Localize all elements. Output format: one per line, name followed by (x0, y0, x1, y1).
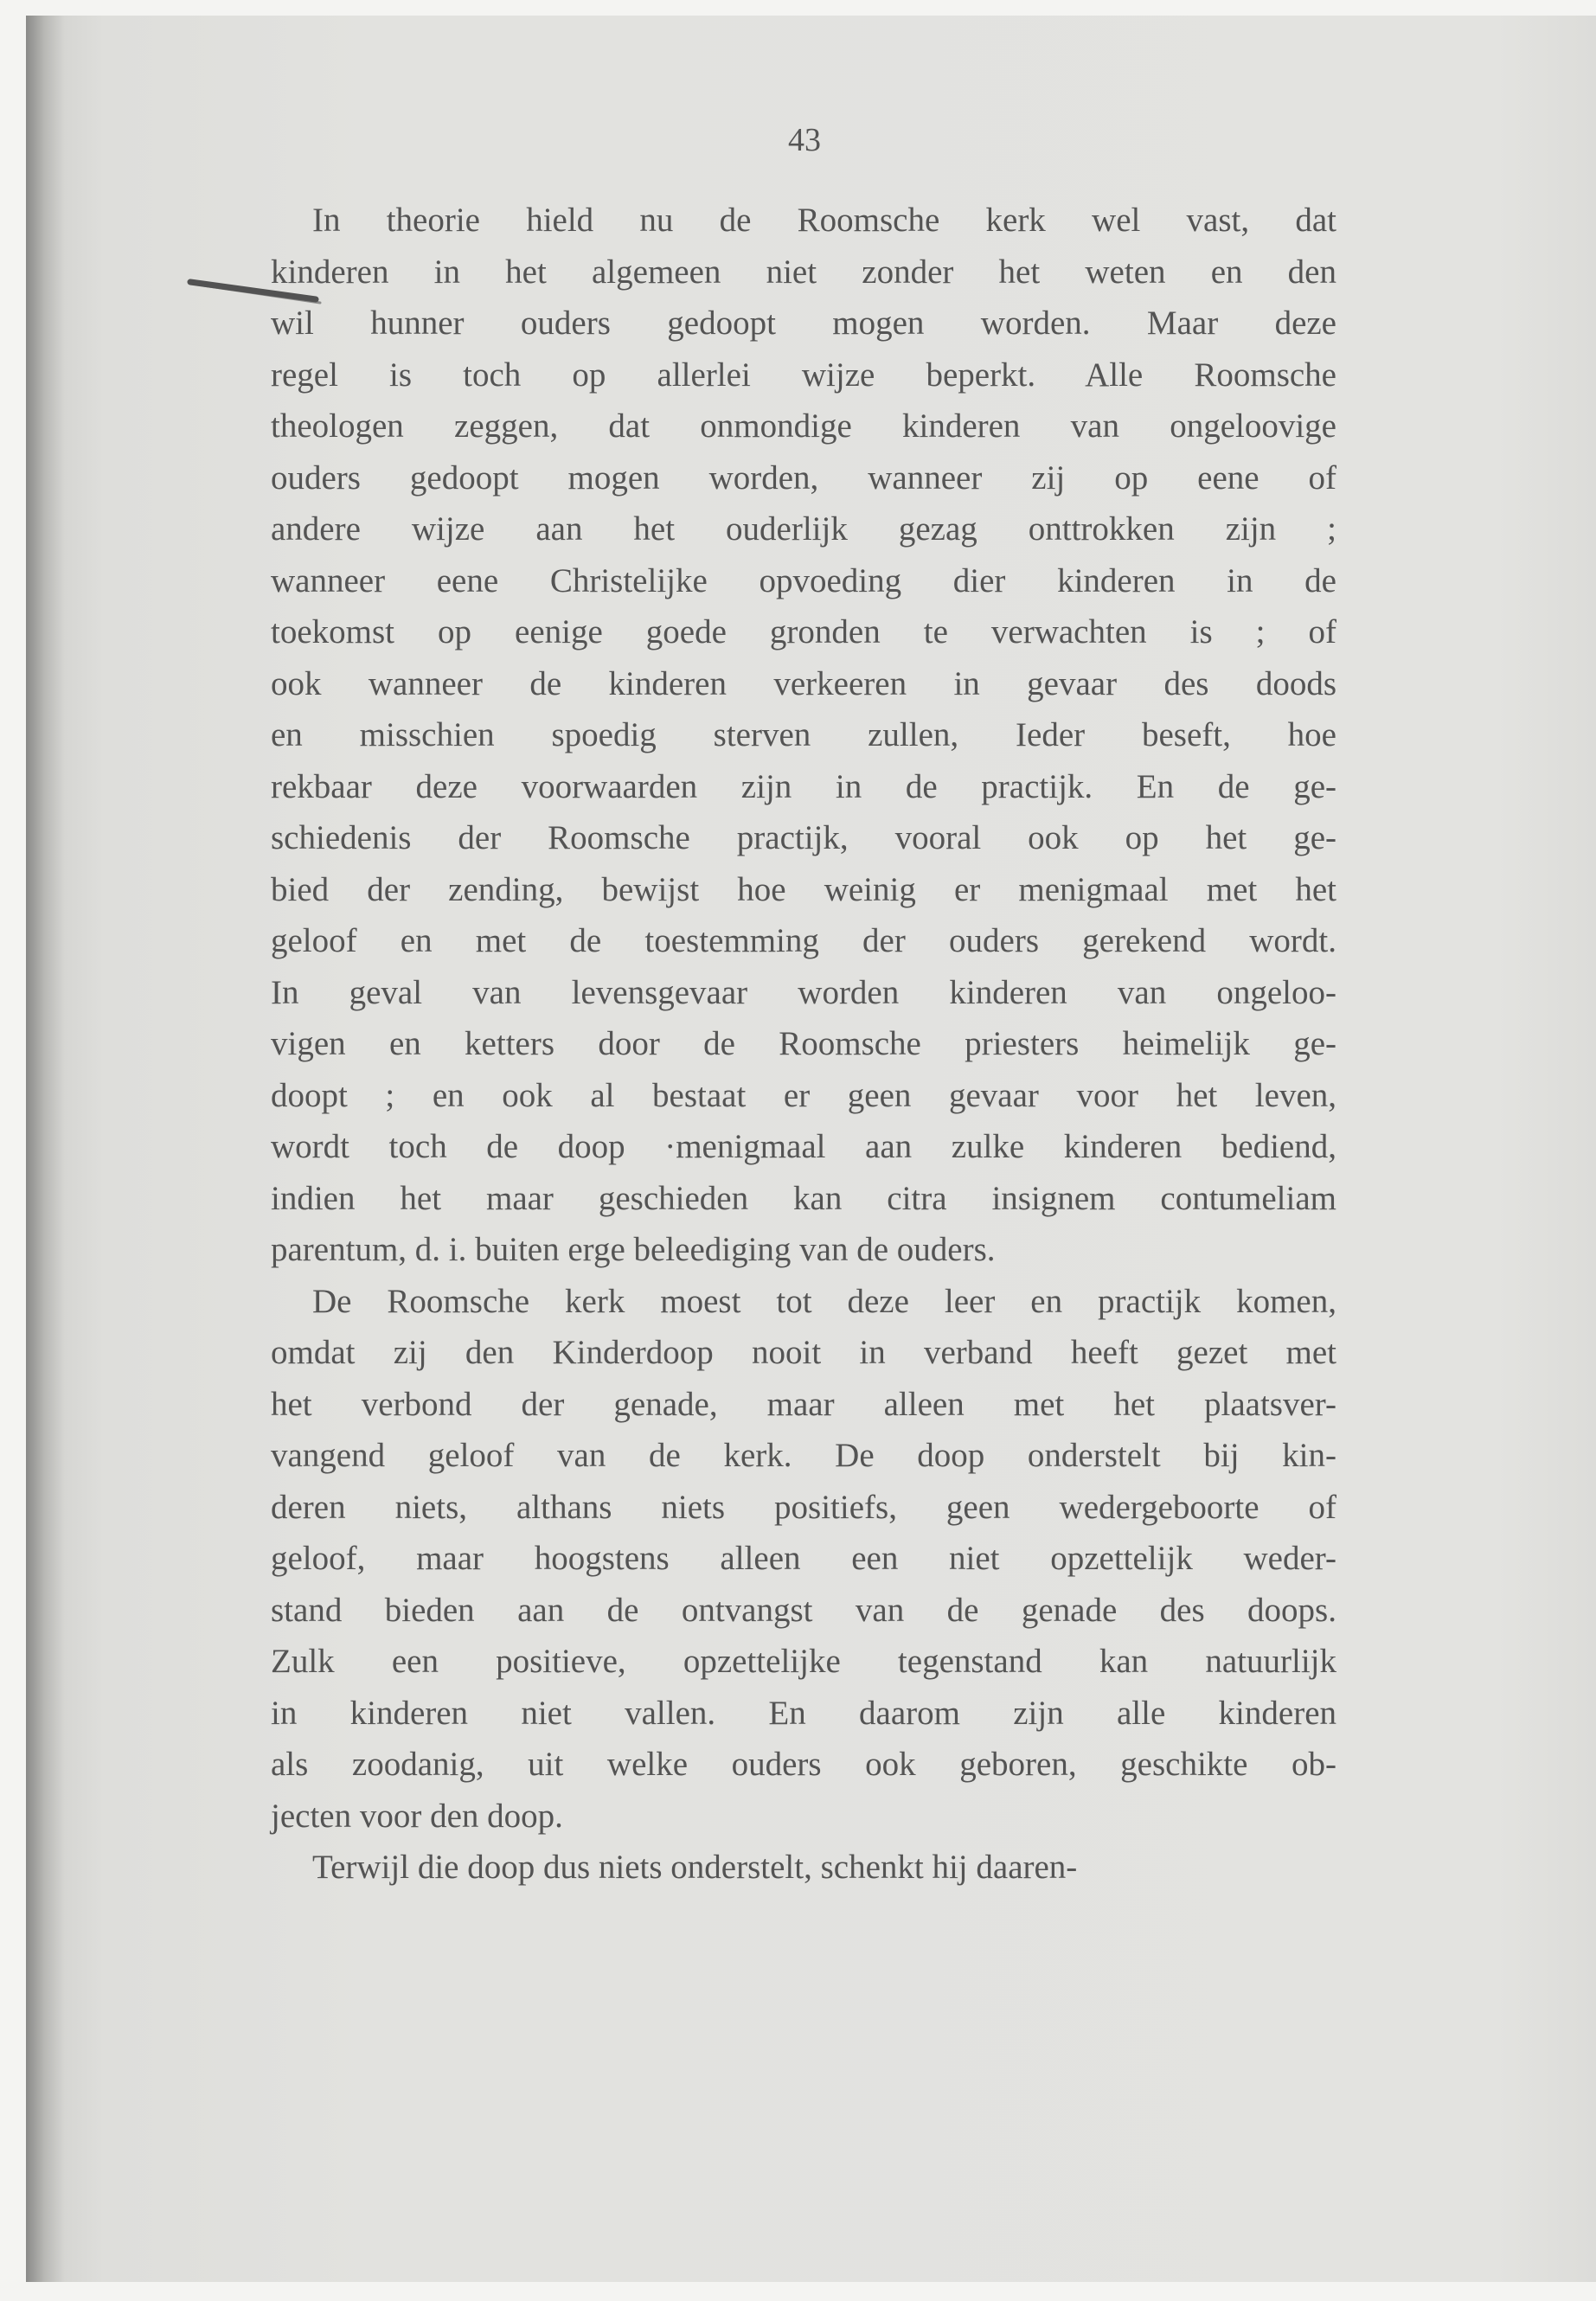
text-line: In geval van levensgevaar worden kinderen van ongeloo- (271, 973, 1336, 1011)
body-text (271, 199, 1336, 1898)
text-line: andere wijze aan het ouderlijk gezag onttrokken zijn ; (271, 510, 1336, 548)
page-number: 43 (788, 122, 821, 158)
text-line: geloof en met de toestemming der ouders gerekend wordt. (271, 922, 1336, 959)
text-line: De Roomsche kerk moest tot deze leer en practijk komen, (312, 1282, 1336, 1320)
text-line: vangend geloof van de kerk. De doop onderstelt bij kin- (271, 1437, 1336, 1474)
text-line: wanneer eene Christelijke opvoeding dier kinderen in de (271, 561, 1336, 599)
text-line: ouders gedoopt mogen worden, wanneer zij op eene of (271, 458, 1336, 497)
text-line: ook wanneer de kinderen verkeeren in gevaar des doods (271, 664, 1336, 702)
text-line: rekbaar deze voorwaarden zijn in de practijk. En de ge- (271, 767, 1336, 805)
text-line: Zulk een positieve, opzettelijke tegenstand kan natuurlijk (271, 1643, 1336, 1680)
text-line: stand bieden aan de ontvangst van de genade des doops. (271, 1591, 1336, 1629)
text-line: schiedenis der Roomsche practijk, vooral ook op het ge- (271, 819, 1336, 856)
text-line: in kinderen niet vallen. En daarom zijn alle kinderen (271, 1694, 1336, 1732)
text-line: en misschien spoedig sterven zullen, Ieder beseft, hoe (271, 716, 1336, 753)
text-line: wil hunner ouders gedoopt mogen worden. Maar deze (271, 304, 1336, 342)
text-line: In theorie hield nu de Roomsche kerk wel vast, dat (312, 202, 1336, 239)
text-line: omdat zij den Kinderdoop nooit in verband heeft gezet met (271, 1334, 1336, 1371)
text-line: het verbond der genade, maar alleen met het plaatsver- (271, 1385, 1336, 1423)
scanned-book-page (26, 16, 1596, 2282)
text-line: Terwijl die doop dus niets onderstelt, schenkt hij daaren- (312, 1849, 1078, 1886)
text-line: jecten voor den doop. (271, 1797, 563, 1835)
text-line: doopt ; en ook al bestaat er geen gevaar voor het leven, (271, 1076, 1336, 1114)
text-line: theologen zeggen, dat onmondige kinderen van ongeloovige (271, 407, 1336, 445)
text-line: toekomst op eenige goede gronden te verwachten is ; of (271, 613, 1336, 651)
text-line: geloof, maar hoogstens alleen een niet opzettelijk weder- (271, 1540, 1336, 1577)
text-line: wordt toch de doop ·menigmaal aan zulke kinderen bediend, (271, 1128, 1336, 1165)
text-line: kinderen in het algemeen niet zonder het weten en den (271, 253, 1336, 291)
text-line: vigen en ketters door de Roomsche priesters heimelijk ge- (271, 1025, 1336, 1062)
text-line: regel is toch op allerlei wijze beperkt. Alle Roomsche (271, 356, 1336, 394)
text-line: parentum, d. i. buiten erge beleediging van de ouders. (271, 1231, 996, 1268)
text-line: indien het maar geschieden kan citra insignem contumeliam (271, 1179, 1336, 1217)
text-line: deren niets, althans niets positiefs, geen wedergeboorte of (271, 1488, 1336, 1526)
text-line: als zoodanig, uit welke ouders ook geboren, geschikte ob- (271, 1746, 1336, 1783)
text-line: bied der zending, bewijst hoe weinig er menigmaal met het (271, 870, 1336, 908)
